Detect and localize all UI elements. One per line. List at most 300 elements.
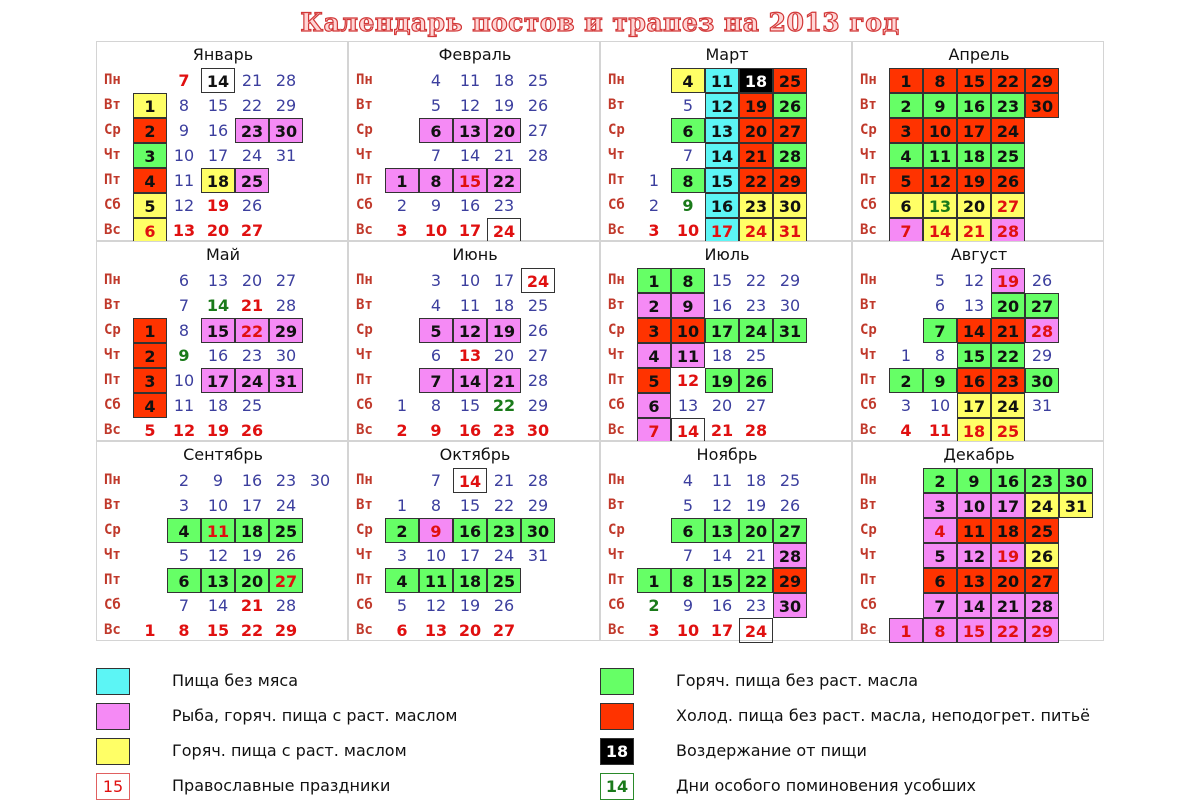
weekday-label: Вт (356, 497, 373, 513)
weekday-label: Чт (104, 547, 121, 563)
day-cell: 31 (773, 218, 807, 243)
day-cell: 28 (275, 296, 297, 315)
day-cell: 15 (957, 68, 991, 93)
day-cell: 9 (682, 196, 694, 215)
day-cell: 27 (745, 396, 767, 415)
day-cell: 2 (648, 196, 660, 215)
weekday-label: Чт (356, 547, 373, 563)
weekday-label: Ср (860, 522, 877, 538)
day-cell: 29 (1025, 618, 1059, 643)
month-name: Июнь (452, 245, 498, 264)
day-cell: 13 (705, 518, 739, 543)
day-cell: 21 (991, 318, 1025, 343)
day-cell: 14 (206, 296, 230, 315)
day-cell: 4 (682, 471, 694, 490)
month-name: Январь (192, 45, 254, 64)
day-cell: 23 (241, 346, 263, 365)
day-cell: 11 (711, 471, 733, 490)
day-cell: 10 (671, 318, 705, 343)
day-cell: 11 (928, 421, 952, 440)
day-cell: 29 (274, 621, 298, 640)
legend-label: Холод. пища без раст. масла, неподогрет. питьё (676, 706, 1091, 725)
weekday-label: Пт (608, 372, 625, 388)
day-cell: 9 (957, 468, 991, 493)
day-cell: 6 (133, 218, 167, 243)
day-cell: 9 (212, 471, 224, 490)
day-cell: 23 (745, 596, 767, 615)
day-cell: 7 (637, 418, 671, 443)
day-cell: 4 (637, 343, 671, 368)
day-cell: 7 (430, 146, 442, 165)
month-8 (852, 241, 1104, 441)
weekday-label: Сб (104, 197, 121, 213)
day-cell: 25 (527, 296, 549, 315)
month-name: Февраль (438, 45, 512, 64)
day-cell: 5 (923, 543, 957, 568)
weekday-label: Вс (104, 422, 121, 438)
weekday-label: Вт (104, 297, 121, 313)
day-cell: 19 (206, 196, 230, 215)
weekday-label: Ср (356, 322, 373, 338)
day-cell: 28 (527, 146, 549, 165)
day-cell: 1 (648, 171, 660, 190)
day-cell: 6 (419, 118, 453, 143)
day-cell: 27 (991, 193, 1025, 218)
day-cell: 2 (637, 293, 671, 318)
day-cell: 19 (206, 421, 230, 440)
day-cell: 16 (991, 468, 1025, 493)
day-cell: 23 (991, 368, 1025, 393)
day-cell: 30 (773, 193, 807, 218)
day-cell: 8 (934, 346, 946, 365)
day-cell: 12 (459, 96, 481, 115)
weekday-label: Вс (608, 222, 625, 238)
day-cell: 20 (487, 118, 521, 143)
day-cell: 24 (493, 546, 515, 565)
legend-label: Пища без мяса (172, 671, 298, 690)
day-cell: 27 (527, 346, 549, 365)
day-cell: 8 (430, 396, 442, 415)
day-cell: 15 (705, 168, 739, 193)
day-cell: 18 (207, 396, 229, 415)
day-cell: 16 (207, 346, 229, 365)
legend-label: Рыба, горяч. пища с раст. маслом (172, 706, 458, 725)
day-cell: 6 (923, 568, 957, 593)
day-cell: 11 (459, 296, 481, 315)
day-cell: 16 (459, 196, 481, 215)
day-cell: 1 (396, 396, 408, 415)
day-cell: 30 (779, 296, 801, 315)
weekday-label: Пт (860, 172, 877, 188)
day-cell: 15 (206, 621, 230, 640)
day-cell: 21 (240, 596, 264, 615)
day-cell: 15 (207, 96, 229, 115)
weekday-label: Сб (356, 197, 373, 213)
weekday-label: Вт (860, 297, 877, 313)
weekday-label: Пн (860, 472, 877, 488)
day-cell: 1 (396, 496, 408, 515)
day-cell: 9 (671, 293, 705, 318)
day-cell: 3 (396, 221, 408, 240)
day-cell: 22 (493, 496, 515, 515)
weekday-label: Сб (608, 197, 625, 213)
month-12 (852, 441, 1104, 641)
day-cell: 18 (957, 418, 991, 443)
day-cell: 25 (269, 518, 303, 543)
day-cell: 15 (957, 343, 991, 368)
day-cell: 2 (889, 368, 923, 393)
weekday-label: Пт (860, 572, 877, 588)
day-cell: 4 (133, 393, 167, 418)
day-cell: 11 (419, 568, 453, 593)
day-cell: 26 (1025, 543, 1059, 568)
day-cell: 4 (385, 568, 419, 593)
weekday-label: Вт (860, 497, 877, 513)
weekday-label: Пт (104, 372, 121, 388)
day-cell: 6 (178, 271, 190, 290)
day-cell: 17 (459, 546, 481, 565)
weekday-label: Ср (608, 522, 625, 538)
day-cell: 21 (493, 471, 515, 490)
day-cell: 12 (172, 421, 196, 440)
weekday-label: Чт (608, 147, 625, 163)
day-cell: 23 (493, 196, 515, 215)
day-cell: 21 (745, 546, 767, 565)
day-cell: 22 (745, 271, 767, 290)
day-cell: 8 (923, 68, 957, 93)
day-cell: 31 (1031, 396, 1053, 415)
day-cell: 1 (637, 268, 671, 293)
weekday-label: Вс (608, 622, 625, 638)
day-cell: 30 (1025, 368, 1059, 393)
day-cell: 23 (487, 518, 521, 543)
calendar-grid (96, 41, 1104, 643)
weekday-label: Ср (356, 122, 373, 138)
weekday-label: Чт (608, 547, 625, 563)
month-name: Март (705, 45, 749, 64)
day-cell: 26 (1031, 271, 1053, 290)
day-cell: 12 (957, 543, 991, 568)
day-cell: 7 (923, 593, 957, 618)
weekday-label: Пт (608, 172, 625, 188)
day-cell: 25 (527, 71, 549, 90)
day-cell: 10 (929, 396, 951, 415)
weekday-label: Вс (356, 422, 373, 438)
day-cell: 4 (167, 518, 201, 543)
weekday-label: Сб (104, 397, 121, 413)
day-cell: 12 (705, 93, 739, 118)
day-cell: 13 (705, 118, 739, 143)
day-cell: 24 (241, 146, 263, 165)
day-cell: 11 (201, 518, 235, 543)
weekday-label: Пн (104, 272, 121, 288)
weekday-label: Пт (860, 372, 877, 388)
day-cell: 27 (1025, 568, 1059, 593)
day-cell: 5 (178, 546, 190, 565)
day-cell: 5 (133, 193, 167, 218)
day-cell: 30 (309, 471, 331, 490)
day-cell: 7 (178, 71, 190, 90)
day-cell: 17 (957, 393, 991, 418)
day-cell: 24 (991, 393, 1025, 418)
day-cell: 15 (453, 168, 487, 193)
day-cell: 7 (682, 546, 694, 565)
day-cell: 27 (1025, 293, 1059, 318)
day-cell: 10 (425, 546, 447, 565)
weekday-label: Сб (608, 397, 625, 413)
day-cell: 22 (739, 568, 773, 593)
day-cell: 4 (923, 518, 957, 543)
day-cell: 3 (637, 318, 671, 343)
day-cell: 24 (521, 268, 555, 293)
day-cell: 15 (201, 318, 235, 343)
weekday-label: Вт (356, 97, 373, 113)
day-cell: 25 (487, 568, 521, 593)
weekday-label: Вт (356, 297, 373, 313)
day-cell: 11 (173, 171, 195, 190)
day-cell: 22 (235, 318, 269, 343)
day-cell: 23 (1025, 468, 1059, 493)
day-cell: 20 (991, 568, 1025, 593)
day-cell: 10 (173, 146, 195, 165)
day-cell: 14 (671, 418, 705, 443)
weekday-label: Пн (608, 472, 625, 488)
month-name: Июль (704, 245, 750, 264)
day-cell: 1 (889, 68, 923, 93)
day-cell: 19 (745, 496, 767, 515)
weekday-label: Пн (104, 72, 121, 88)
day-cell: 3 (648, 621, 660, 640)
weekday-label: Пн (608, 272, 625, 288)
weekday-label: Вс (356, 222, 373, 238)
weekday-label: Пн (860, 272, 877, 288)
day-cell: 5 (144, 421, 156, 440)
weekday-label: Чт (104, 347, 121, 363)
day-cell: 9 (430, 196, 442, 215)
day-cell: 5 (682, 96, 694, 115)
day-cell: 25 (991, 418, 1025, 443)
day-cell: 20 (991, 293, 1025, 318)
day-cell: 6 (637, 393, 671, 418)
day-cell: 5 (637, 368, 671, 393)
weekday-label: Вт (104, 97, 121, 113)
day-cell: 2 (178, 471, 190, 490)
day-cell: 5 (396, 596, 408, 615)
day-cell: 22 (739, 168, 773, 193)
day-cell: 1 (144, 621, 156, 640)
day-cell: 18 (235, 518, 269, 543)
day-cell: 6 (934, 296, 946, 315)
weekday-label: Пт (356, 572, 373, 588)
day-cell: 8 (923, 618, 957, 643)
day-cell: 19 (493, 96, 515, 115)
weekday-label: Ср (104, 322, 121, 338)
day-cell: 12 (173, 196, 195, 215)
day-cell: 2 (889, 93, 923, 118)
weekday-label: Вс (104, 222, 121, 238)
day-cell: 2 (133, 118, 167, 143)
day-cell: 18 (745, 471, 767, 490)
day-cell: 6 (671, 118, 705, 143)
weekday-label: Сб (104, 597, 121, 613)
day-cell: 15 (459, 396, 481, 415)
day-cell: 14 (453, 368, 487, 393)
day-cell: 13 (963, 296, 985, 315)
day-cell: 10 (957, 493, 991, 518)
month-1 (96, 41, 348, 241)
day-cell: 18 (991, 518, 1025, 543)
day-cell: 26 (493, 596, 515, 615)
day-cell: 17 (705, 218, 739, 243)
month-name: Май (205, 245, 240, 264)
day-cell: 20 (739, 518, 773, 543)
day-cell: 9 (430, 421, 442, 440)
day-cell: 27 (773, 118, 807, 143)
month-10 (348, 441, 600, 641)
weekday-label: Чт (860, 347, 877, 363)
day-cell: 29 (779, 271, 801, 290)
day-cell: 14 (711, 546, 733, 565)
day-cell: 14 (923, 218, 957, 243)
day-cell: 15 (705, 568, 739, 593)
day-cell: 2 (385, 518, 419, 543)
weekday-label: Чт (860, 547, 877, 563)
day-cell: 18 (739, 68, 773, 93)
day-cell: 5 (889, 168, 923, 193)
day-cell: 12 (963, 271, 985, 290)
day-cell: 11 (923, 143, 957, 168)
day-cell: 25 (235, 168, 269, 193)
day-cell: 4 (889, 143, 923, 168)
weekday-label: Пн (356, 472, 373, 488)
day-cell: 18 (957, 143, 991, 168)
day-cell: 10 (424, 221, 448, 240)
day-cell: 19 (241, 546, 263, 565)
day-cell: 10 (676, 221, 700, 240)
day-cell: 2 (396, 196, 408, 215)
day-cell: 7 (178, 296, 190, 315)
legend-label: Дни особого поминовения усобших (676, 776, 976, 795)
day-cell: 23 (492, 421, 516, 440)
day-cell: 21 (240, 296, 264, 315)
day-cell: 14 (957, 593, 991, 618)
weekday-label: Ср (608, 322, 625, 338)
day-cell: 10 (173, 371, 195, 390)
day-cell: 25 (779, 471, 801, 490)
month-9 (96, 441, 348, 641)
day-cell: 6 (430, 346, 442, 365)
day-cell: 21 (957, 218, 991, 243)
day-cell: 8 (178, 96, 190, 115)
month-name: Сентябрь (183, 445, 263, 464)
day-cell: 15 (957, 618, 991, 643)
weekday-label: Пт (608, 572, 625, 588)
day-cell: 31 (269, 368, 303, 393)
day-cell: 29 (1031, 346, 1053, 365)
day-cell: 22 (487, 168, 521, 193)
day-cell: 22 (241, 96, 263, 115)
day-cell: 8 (671, 268, 705, 293)
day-cell: 7 (430, 471, 442, 490)
day-cell: 9 (682, 596, 694, 615)
day-cell: 16 (705, 193, 739, 218)
weekday-label: Вс (608, 422, 625, 438)
day-cell: 4 (671, 68, 705, 93)
day-cell: 21 (710, 421, 734, 440)
day-cell: 28 (527, 471, 549, 490)
month-name: Октябрь (439, 445, 511, 464)
day-cell: 25 (773, 68, 807, 93)
day-cell: 17 (991, 493, 1025, 518)
day-cell: 13 (424, 621, 448, 640)
weekday-label: Ср (104, 122, 121, 138)
weekday-label: Пн (356, 72, 373, 88)
day-cell: 30 (1059, 468, 1093, 493)
day-cell: 14 (957, 318, 991, 343)
day-cell: 21 (487, 368, 521, 393)
legend-swatch: 15 (96, 773, 130, 800)
day-cell: 3 (923, 493, 957, 518)
day-cell: 24 (487, 218, 521, 243)
day-cell: 13 (207, 271, 229, 290)
day-cell: 20 (206, 221, 230, 240)
day-cell: 13 (453, 118, 487, 143)
day-cell: 27 (773, 518, 807, 543)
legend-swatch (600, 703, 634, 730)
day-cell: 8 (671, 168, 705, 193)
day-cell: 19 (991, 268, 1025, 293)
weekday-label: Пт (104, 572, 121, 588)
day-cell: 2 (923, 468, 957, 493)
day-cell: 20 (739, 118, 773, 143)
day-cell: 7 (889, 218, 923, 243)
day-cell: 27 (492, 621, 516, 640)
weekday-label: Вт (860, 97, 877, 113)
day-cell: 13 (201, 568, 235, 593)
day-cell: 18 (453, 568, 487, 593)
day-cell: 23 (739, 193, 773, 218)
day-cell: 20 (711, 396, 733, 415)
legend-swatch (96, 668, 130, 695)
day-cell: 19 (487, 318, 521, 343)
day-cell: 18 (711, 346, 733, 365)
day-cell: 16 (957, 93, 991, 118)
day-cell: 20 (458, 621, 482, 640)
day-cell: 7 (178, 596, 190, 615)
day-cell: 1 (637, 568, 671, 593)
weekday-label: Пн (104, 472, 121, 488)
day-cell: 29 (773, 168, 807, 193)
day-cell: 4 (430, 296, 442, 315)
day-cell: 3 (889, 118, 923, 143)
weekday-label: Сб (608, 597, 625, 613)
weekday-label: Вт (608, 97, 625, 113)
day-cell: 3 (133, 368, 167, 393)
day-cell: 11 (173, 396, 195, 415)
day-cell: 16 (711, 296, 733, 315)
day-cell: 18 (493, 71, 515, 90)
weekday-label: Сб (860, 197, 877, 213)
day-cell: 5 (934, 271, 946, 290)
day-cell: 24 (991, 118, 1025, 143)
day-cell: 31 (527, 546, 549, 565)
day-cell: 1 (385, 168, 419, 193)
day-cell: 26 (527, 321, 549, 340)
day-cell: 17 (957, 118, 991, 143)
day-cell: 12 (923, 168, 957, 193)
day-cell: 11 (671, 343, 705, 368)
day-cell: 12 (711, 496, 733, 515)
